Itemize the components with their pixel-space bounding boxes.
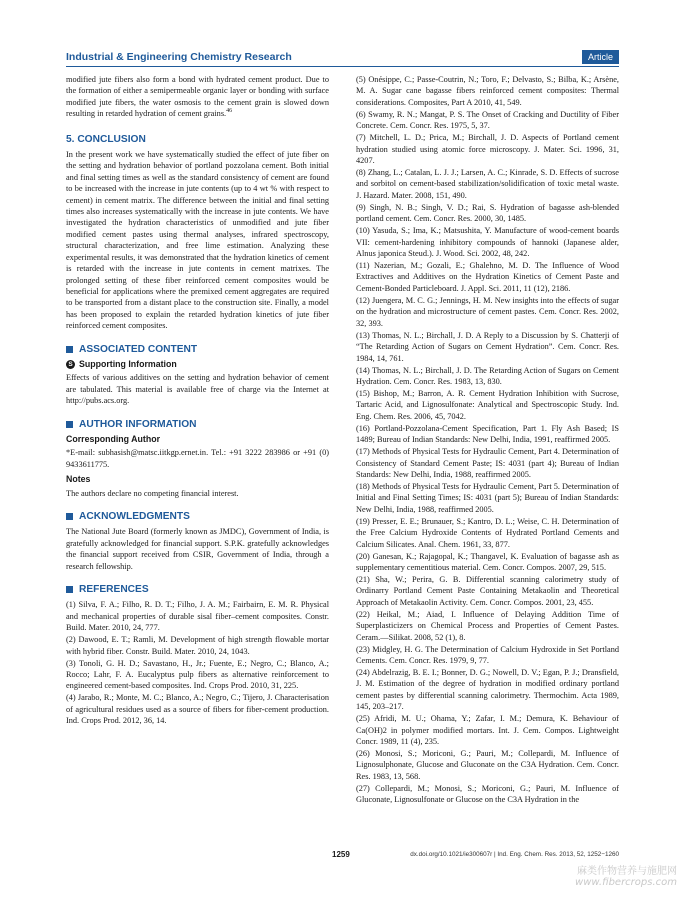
reference-entry: (22) Heikal, M.; Aiad, I. Influence of Delaying Addition Time of Superplasticizers on Chemical Process and Properties of Cement Pastes. Ceram.—Silikat. 2008, 52 (1), 8. xyxy=(356,609,619,642)
page-number: 1259 xyxy=(332,850,350,859)
section-square-icon xyxy=(66,586,73,593)
reference-entry: (26) Monosi, S.; Moriconi, G.; Pauri, M.; Collepardi, M. Influence of Lignosulphonate, Glucose and Gluconate on the C3A Hydration. Cem. Concr. Res. 1983, 13, 568. xyxy=(356,749,619,781)
doi-citation: dx.doi.org/10.1021/ie300607r | Ind. Eng. Chem. Res. 2013, 52, 1252−1260 xyxy=(410,851,619,858)
intro-paragraph xyxy=(66,74,329,120)
watermark-url: www.fibercrops.com xyxy=(575,877,677,888)
author-info-heading: AUTHOR INFORMATION xyxy=(66,419,329,430)
right-column xyxy=(356,74,619,806)
corresponding-author-heading: Corresponding Author xyxy=(66,433,160,444)
reference-entry: (17) Methods of Physical Tests for Hydraulic Cement, Part 4. Determination of Consistency of Standard Cement Paste; IS: 4031 (part 4); Bureau of Indian Standards: New Delhi, India, 1988, reaffirmed 2005. xyxy=(356,447,619,479)
reference-entry: (11) Nazerian, M.; Gozali, E.; Ghalehno, M. D. The Influence of Wood Extractives and Additives on the Hydration Kinetics of Cement Paste and Cement-Bonded Particleboard. J. Appl. Sci. 2011, 11 (12), 2186. xyxy=(356,261,619,293)
reference-entry: (1) Silva, F. A.; Filho, R. D. T.; Filho, J. A. M.; Fairbairn, E. M. R. Physical and mechanical properties of durable sisal fiber–cement composites. Constr. Build. Mater. 2010, 24, 777. xyxy=(66,600,329,633)
reference-entry: (13) Thomas, N. L.; Birchall, J. D. A Reply to a Discussion by S. Chatterji of “The Retarding Action of Sugars on Cement Hydration”. Cem. Concr. Res. 1984, 14, 761. xyxy=(356,330,619,363)
reference-entry: (2) Dawood, E. T.; Ramli, M. Development of high strength flowable mortar with hybrid fiber. Constr. Build. Mater. 2010, 24, 1043. xyxy=(66,635,329,656)
reference-entry: (23) Midgley, H. G. The Determination of Calcium Hydroxide in Set Portland Cements. Cem. Concr. Res. 1979, 9, 77. xyxy=(356,644,619,665)
section-square-icon xyxy=(66,513,73,520)
reference-entry: (18) Methods of Physical Tests for Hydraulic Cement, Part 5. Determination of Initial and Final Setting Times; IS: 4031 (part 5); Bureau of Indian Standards: New Delhi, India, 1988, reaffirmed 2005. xyxy=(356,481,619,514)
reference-entry: (5) Onésippe, C.; Passe-Coutrin, N.; Toro, F.; Delvasto, S.; Bilba, K.; Arsène, M. A. Sugar cane bagasse fibers reinforced cement composites: Thermal considerations. Composites, Part A 2010, 41, 549. xyxy=(356,75,619,107)
notes-heading: Notes xyxy=(66,474,91,485)
references-heading: REFERENCES xyxy=(66,584,329,595)
reference-entry: (14) Thomas, N. L.; Birchall, J. D. The Retarding Action of Sugars on Cement Hydration. Cem. Concr. Res. 1983, 13, 830. xyxy=(356,365,619,386)
watermark-site-name: 麻类作物营养与施肥网 xyxy=(577,866,677,877)
associated-content-heading: ASSOCIATED CONTENT xyxy=(66,344,329,355)
reference-entry: (15) Bishop, M.; Barron, A. R. Cement Hydration Inhibition with Sucrose, Tartaric Acid, and Lignosulfonate: Analytical and Spectroscopic Study. Ind. Eng. Chem. Res. 2006, 45, 7042. xyxy=(356,388,619,421)
reference-entry: (8) Zhang, L.; Catalan, L. J. J.; Larsen, A. C.; Kinrade, S. D. Effects of sucrose and sorbitol on cement-based stabilization/solidification of toxic metal waste. J. Hazard. Mater. 2008, 151, 490. xyxy=(356,168,619,200)
reference-entry: (4) Jarabo, R.; Monte, M. C.; Blanco, A.; Negro, C.; Tijero, J. Characterisation of agricultural residues used as a source of fibers for fiber-cement production. Ind. Crops Prod. 2012, 36, 14. xyxy=(66,693,329,726)
supporting-info-icon: S xyxy=(66,360,75,369)
conclusion-paragraph: In the present work we have systematically studied the effect of jute fiber on the setting and hydration behavior of portland pozzolana cement. Both initial and final setting times as well as the standard consistency of cement are found to be increased with the increase in jute contents (up to 4 wt % with respect to cement) in cement matrix. The difference between the initial and final setting times also increases systematically with the increase in jute contents. We have investigated the hydration characteristics of unmodified and jute fiber modified cement pastes using thermal analyses, infrared spectroscopy, structural characterization, and free lime estimation. Analyzing these experimental results, it was demonstrated that the hydration kinetics of cement is retarded with the increase in jute contents in cement matrixes. The prolonged setting of these fiber reinforced cement composites would be beneficial for applications where the premixed cement aggregates are required to be transported from a distant place to the construction site. Finally, a model has been proposed to explain the retarded hydration kinetics of jute fiber reinforced cement composites. xyxy=(66,150,329,331)
citation-marker: 46 xyxy=(226,108,233,115)
reference-entry: (24) Abdelrazig, B. E. I.; Bonner, D. G.; Nowell, D. V.; Egan, P. J.; Dransfield, J. M. Estimation of the degree of hydration in modified ordinary portland cement pastes by differential scanning calorimetry. Thermochim. Acta 1989, 145, 203–217. xyxy=(356,668,619,712)
watermark xyxy=(575,862,677,888)
acknowledgments-text: The National Jute Board (formerly known as JMDC), Government of India, is gratefully acknowledged for financial support. S.P.K. gratefully acknowledges the financial support received from CSIR, Government of India, through a research fellowship. xyxy=(66,527,329,571)
reference-entry: (6) Swamy, R. N.; Mangat, P. S. The Onset of Cracking and Ductility of Fiber Concrete. Cem. Concr. Res. 1975, 5, 37. xyxy=(356,109,619,131)
reference-entry: (27) Collepardi, M.; Monosi, S.; Moriconi, G.; Pauri, M. Influence of Gluconate, Lignosulfonate or Glucose on the C3A Hydration in the xyxy=(356,783,619,805)
intro-text: modified jute fibers also form a bond with hydrated cement product. Due to the formation of either a semipermeable organic layer or bonding with surface modified jute fibers, the water osmosis to the cement grain is slowed down resulting in retarded hydration of cement grains. xyxy=(66,75,329,119)
acknowledgments-heading: ACKNOWLEDGMENTS xyxy=(66,511,329,522)
reference-entry: (10) Yasuda, S.; Ima, K.; Matsushita, Y. Manufacture of wood-cement boards VII: cement-hardening inhibitory compounds of hannoki (Japanese alder, Alnus japonica Steud.). J. Wood. Sci. 2002, 48, 242. xyxy=(356,226,619,259)
reference-entry: (7) Mitchell, L. D.; Prica, M.; Birchall, J. D. Aspects of Portland cement hydration studied using atomic force microscopy. J. Mater. Sci. 1996, 31, 4207. xyxy=(356,133,619,166)
reference-entry: (19) Presser, E. E.; Brunauer, S.; Kantro, D. L.; Weise, C. H. Determination of the Free Calcium Hydroxide Contents of Hydrated Portland Cements and Calcium Silicates. Anal. Chem. 1961, 33, 877. xyxy=(356,516,619,549)
reference-entry: (21) Sha, W.; Perira, G. B. Differential scanning calorimetry study of Ordinarry Portland Cement Paste Containing Metakaolin and Theoretical Approach of Metakaolin Activity. Cem. Concr. Compos. 2001, 23, 455. xyxy=(356,574,619,607)
article-type-badge: Article xyxy=(582,50,619,64)
conclusion-heading: 5. CONCLUSION xyxy=(66,133,146,145)
reference-entry: (9) Singh, N. B.; Singh, V. D.; Rai, S. Hydration of bagasse ash-blended portland cement. Cem. Concr. Res. 2000, 30, 1485. xyxy=(356,202,619,224)
reference-entry: (20) Ganesan, K.; Rajagopal, K.; Thangavel, K. Evaluation of bagasse ash as supplementary cementitious material. Cem. Concr. Compos. 2007, 29, 515. xyxy=(356,551,619,572)
supporting-info-heading: S Supporting Information xyxy=(66,359,329,370)
notes-text: The authors declare no competing financial interest. xyxy=(66,488,239,498)
reference-entry: (12) Juengera, M. C. G.; Jennings, H. M. New insights into the effects of sugar on the hydration and microstructure of cement pastes. Cem. Concr. Res. 2002, 32, 393. xyxy=(356,295,619,328)
section-square-icon xyxy=(66,346,73,353)
journal-name: Industrial & Engineering Chemistry Research xyxy=(66,51,292,63)
reference-entry: (16) Portland-Pozzolana-Cement Specification, Part 1. Fly Ash Based; IS 1489; Bureau of Indian Standards: New Delhi, India, 1991, reaffirmed 2005. xyxy=(356,423,619,445)
reference-entry: (25) Afridi, M. U.; Ohama, Y.; Zafar, I. M.; Demura, K. Behaviour of Ca(OH)2 in polymer modified mortars. Int. J. Cem. Compos. Lightweight Concr. 1989, 11 (4), 235. xyxy=(356,714,619,747)
reference-entry: (3) Tonoli, G. H. D.; Savastano, H., Jr.; Fuente, E.; Negro, C.; Blanco, A.; Rocco; Lahr, F. A. Eucalyptus pulp fibers as alternative reinforcement to engineered cement-based composites. Ind. Crops Prod. 2010, 31, 225. xyxy=(66,658,329,691)
left-column xyxy=(66,74,329,727)
supporting-info-text: Effects of various additives on the setting and hydration behavior of cement are tabulated. This material is available free of charge via the Internet at http://pubs.acs.org. xyxy=(66,373,329,406)
page-header xyxy=(66,50,619,67)
section-square-icon xyxy=(66,421,73,428)
corresponding-author-text: *E-mail: subhasish@matsc.iitkgp.ernet.in. Tel.: +91 3222 283986 or +91 (0) 9433611775. xyxy=(66,448,329,469)
